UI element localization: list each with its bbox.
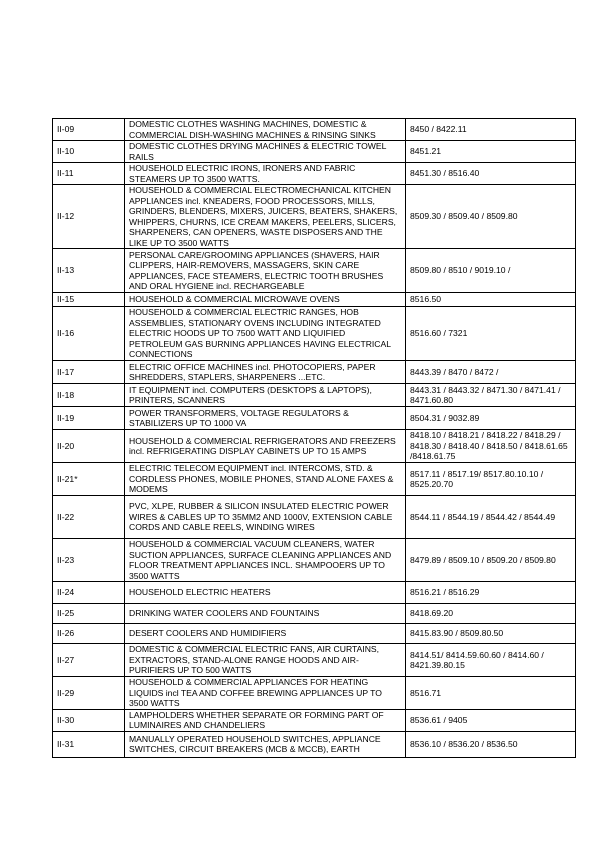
hs-code-cell: 8516.60 / 7321 bbox=[406, 307, 576, 361]
hs-code-cell: 8509.30 / 8509.40 / 8509.80 bbox=[406, 185, 576, 249]
hs-code-cell: 8443.39 / 8470 / 8472 / bbox=[406, 361, 576, 384]
hs-code-cell: 8414.51/ 8414.59.60.60 / 8414.60 / 8421.39.80.15 bbox=[406, 644, 576, 677]
category-code-cell: II-21* bbox=[53, 463, 125, 496]
table-row bbox=[53, 361, 576, 384]
description-cell: LAMPHOLDERS WHETHER SEPARATE OR FORMING PART OF LUMINAIRES AND CHANDELIERS bbox=[125, 709, 406, 731]
category-code-cell: II-18 bbox=[53, 384, 125, 407]
table-row bbox=[53, 407, 576, 430]
category-code-cell: II-15 bbox=[53, 293, 125, 307]
description-cell: HOUSEHOLD ELECTRIC IRONS, IRONERS AND FABRIC STEAMERS UP TO 3500 WATTS. bbox=[125, 163, 406, 185]
table-row bbox=[53, 604, 576, 624]
hs-code-cell: 8509.80 / 8510 / 9019.10 / bbox=[406, 249, 576, 293]
category-code-cell: II-20 bbox=[53, 430, 125, 463]
table-row bbox=[53, 709, 576, 731]
table-row bbox=[53, 463, 576, 496]
hs-code-cell: 8517.11 / 8517.19/ 8517.80.10.10 / 8525.20.70 bbox=[406, 463, 576, 496]
description-cell: DRINKING WATER COOLERS AND FOUNTAINS bbox=[125, 604, 406, 624]
hs-code-cell: 8443.31 / 8443.32 / 8471.30 / 8471.41 / 8471.60.80 bbox=[406, 384, 576, 407]
product-code-table bbox=[52, 118, 576, 758]
hs-code-cell: 8536.61 / 9405 bbox=[406, 709, 576, 731]
table-row bbox=[53, 293, 576, 307]
table-row bbox=[53, 644, 576, 677]
description-cell: HOUSEHOLD & COMMERCIAL ELECTRIC RANGES, HOB ASSEMBLIES, STATIONARY OVENS INCLUDING INTEGRATED ELECTRIC HOODS UP TO 7500 WATT AND LIQUIFIED PETROLEUM GAS BURNING APPLIANCES HAVING ELECTRICAL CONNECTIONS bbox=[125, 307, 406, 361]
hs-code-cell: 8516.71 bbox=[406, 677, 576, 710]
description-cell: DOMESTIC CLOTHES DRYING MACHINES & ELECTRIC TOWEL RAILS bbox=[125, 141, 406, 163]
table-row bbox=[53, 677, 576, 710]
category-code-cell: II-31 bbox=[53, 731, 125, 757]
description-cell: ELECTRIC TELECOM EQUIPMENT incl. INTERCOMS, STD. & CORDLESS PHONES, MOBILE PHONES, STAND ALONE FAXES & MODEMS bbox=[125, 463, 406, 496]
description-cell: HOUSEHOLD & COMMERCIAL MICROWAVE OVENS bbox=[125, 293, 406, 307]
category-code-cell: II-19 bbox=[53, 407, 125, 430]
description-cell: HOUSEHOLD & COMMERCIAL VACUUM CLEANERS, WATER SUCTION APPLIANCES, SURFACE CLEANING APPLIANCES AND FLOOR TREATMENT APPLIANCES INCL. SHAMPOOERS UP TO 3500 WATTS bbox=[125, 539, 406, 582]
table-row bbox=[53, 430, 576, 463]
category-code-cell: II-29 bbox=[53, 677, 125, 710]
description-cell: POWER TRANSFORMERS, VOLTAGE REGULATORS & STABILIZERS UP TO 1000 VA bbox=[125, 407, 406, 430]
description-cell: DESERT COOLERS AND HUMIDIFIERS bbox=[125, 624, 406, 644]
category-code-cell: II-13 bbox=[53, 249, 125, 293]
description-cell: ELECTRIC OFFICE MACHINES incl. PHOTOCOPIERS, PAPER SHREDDERS, STAPLERS, SHARPENERS ...ETC. bbox=[125, 361, 406, 384]
hs-code-cell: 8516.21 / 8516.29 bbox=[406, 582, 576, 604]
description-cell: HOUSEHOLD ELECTRIC HEATERS bbox=[125, 582, 406, 604]
category-code-cell: II-10 bbox=[53, 141, 125, 163]
description-cell: HOUSEHOLD & COMMERCIAL REFRIGERATORS AND FREEZERS incl. REFRIGERATING DISPLAY CABINETS UP TO 15 AMPS bbox=[125, 430, 406, 463]
category-code-cell: II-16 bbox=[53, 307, 125, 361]
table-body bbox=[53, 119, 576, 758]
description-cell: DOMESTIC & COMMERCIAL ELECTRIC FANS, AIR CURTAINS, EXTRACTORS, STAND-ALONE RANGE HOODS AND AIR-PURIFIERS UP TO 500 WATTS bbox=[125, 644, 406, 677]
table-row bbox=[53, 582, 576, 604]
table-row bbox=[53, 249, 576, 293]
hs-code-cell: 8504.31 / 9032.89 bbox=[406, 407, 576, 430]
description-cell: HOUSEHOLD & COMMERCIAL APPLIANCES FOR HEATING LIQUIDS incl TEA AND COFFEE BREWING APPLIANCES UP TO 3500 WATTS bbox=[125, 677, 406, 710]
hs-code-cell: 8536.10 / 8536.20 / 8536.50 bbox=[406, 731, 576, 757]
hs-code-cell: 8415.83.90 / 8509.80.50 bbox=[406, 624, 576, 644]
table-row bbox=[53, 163, 576, 185]
table-row bbox=[53, 384, 576, 407]
hs-code-cell: 8418.69.20 bbox=[406, 604, 576, 624]
table-row bbox=[53, 119, 576, 141]
hs-code-cell: 8516.50 bbox=[406, 293, 576, 307]
category-code-cell: II-12 bbox=[53, 185, 125, 249]
category-code-cell: II-11 bbox=[53, 163, 125, 185]
table-row bbox=[53, 307, 576, 361]
description-cell: PVC, XLPE, RUBBER & SILICON INSULATED ELECTRIC POWER WIRES & CABLES UP TO 35MM2 AND 1000V, EXTENSION CABLE CORDS AND CABLE REELS, WINDING WIRES bbox=[125, 496, 406, 539]
hs-code-cell: 8450 / 8422.11 bbox=[406, 119, 576, 141]
hs-code-cell: 8451.21 bbox=[406, 141, 576, 163]
table-row bbox=[53, 731, 576, 757]
category-code-cell: II-25 bbox=[53, 604, 125, 624]
table-row bbox=[53, 624, 576, 644]
description-cell: IT EQUIPMENT incl. COMPUTERS (DESKTOPS & LAPTOPS), PRINTERS, SCANNERS bbox=[125, 384, 406, 407]
table-row bbox=[53, 141, 576, 163]
description-cell: DOMESTIC CLOTHES WASHING MACHINES, DOMESTIC & COMMERCIAL DISH-WASHING MACHINES & RINSING SINKS bbox=[125, 119, 406, 141]
description-cell: PERSONAL CARE/GROOMING APPLIANCES (SHAVERS, HAIR CLIPPERS, HAIR-REMOVERS, MASSAGERS, SKIN CARE APPLIANCES, FACE STEAMERS, ELECTRIC TOOTH BRUSHES AND ORAL HYGIENE incl. RECHARGEABLE bbox=[125, 249, 406, 293]
description-cell: HOUSEHOLD & COMMERCIAL ELECTROMECHANICAL KITCHEN APPLIANCES incl. KNEADERS, FOOD PROCESSORS, MILLS, GRINDERS, BLENDERS, MIXERS, JUICERS, BEATERS, SHAKERS, WHIPPERS, CHURNS, ICE CREAM MAKERS, PEELERS, SLICERS, SHARPENERS, CAN OPENERS, WASTE DISPOSERS AND THE LIKE UP TO 3500 WATTS bbox=[125, 185, 406, 249]
category-code-cell: II-09 bbox=[53, 119, 125, 141]
table-row bbox=[53, 185, 576, 249]
table-row bbox=[53, 496, 576, 539]
category-code-cell: II-24 bbox=[53, 582, 125, 604]
hs-code-cell: 8479.89 / 8509.10 / 8509.20 / 8509.80 bbox=[406, 539, 576, 582]
category-code-cell: II-27 bbox=[53, 644, 125, 677]
hs-code-cell: 8451.30 / 8516.40 bbox=[406, 163, 576, 185]
hs-code-cell: 8418.10 / 8418.21 / 8418.22 / 8418.29 / 8418.30 / 8418.40 / 8418.50 / 8418.61.65 /8418.61.75 bbox=[406, 430, 576, 463]
category-code-cell: II-22 bbox=[53, 496, 125, 539]
category-code-cell: II-17 bbox=[53, 361, 125, 384]
hs-code-cell: 8544.11 / 8544.19 / 8544.42 / 8544.49 bbox=[406, 496, 576, 539]
category-code-cell: II-30 bbox=[53, 709, 125, 731]
description-cell: MANUALLY OPERATED HOUSEHOLD SWITCHES, APPLIANCE SWITCHES, CIRCUIT BREAKERS (MCB & MCCB), EARTH bbox=[125, 731, 406, 757]
category-code-cell: II-23 bbox=[53, 539, 125, 582]
table-row bbox=[53, 539, 576, 582]
category-code-cell: II-26 bbox=[53, 624, 125, 644]
